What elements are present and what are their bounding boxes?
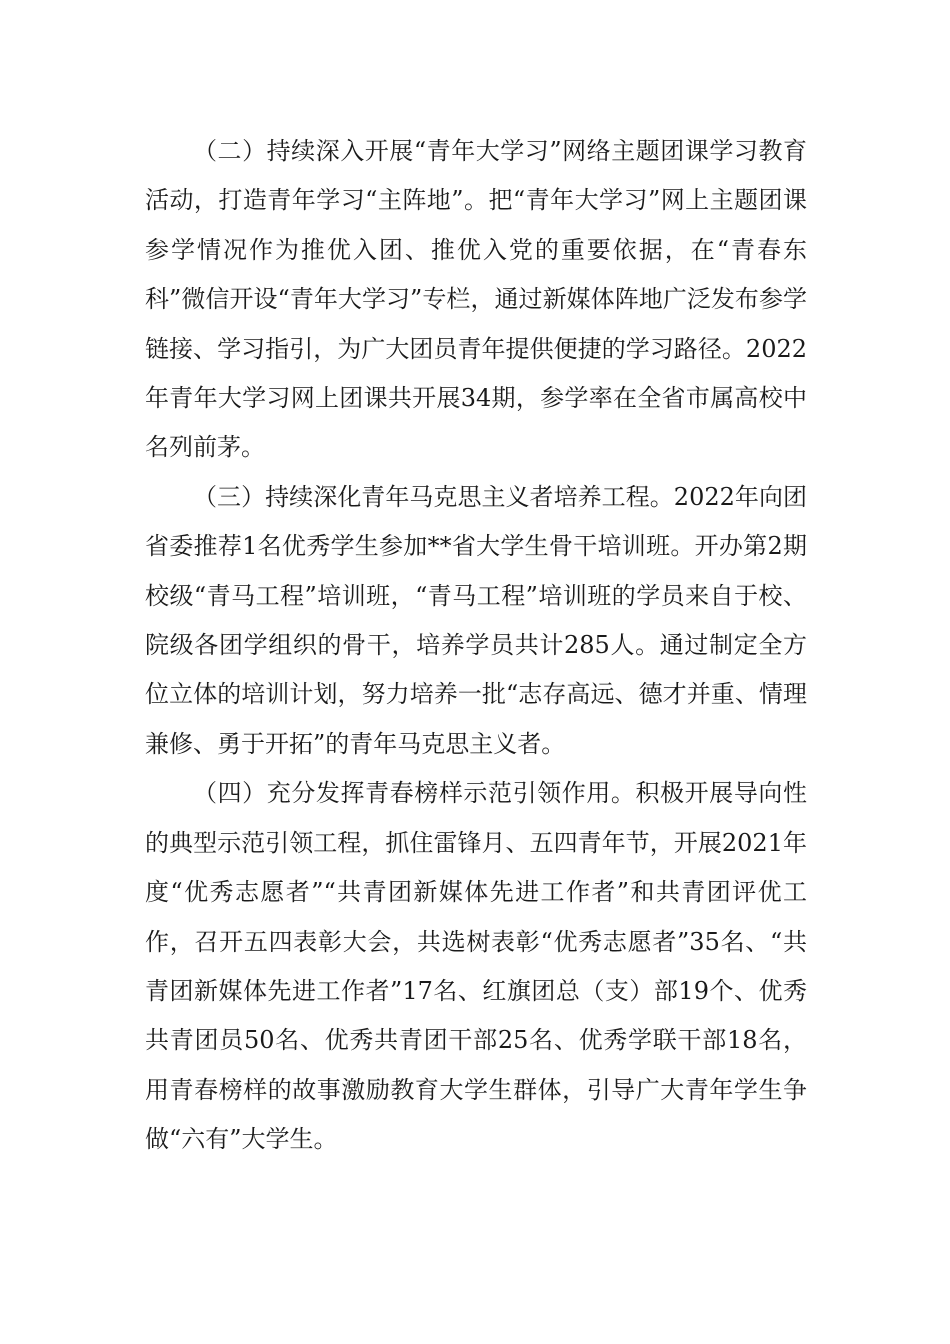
document-body: [145, 127, 807, 1165]
paragraph-youth-role-models: （四）充分发挥青春榜样示范引领作用。积极开展导向性的典型示范引领工程，抓住雷锋月、五四青年节，开展2021年度“优秀志愿者”“共青团新媒体先进工作者”和共青团评优工作，召开五四表彰大会，共选树表彰“优秀志愿者”35名、“共青团新媒体先进工作者”17名、红旗团总（支）部19个、优秀共青团员50名、优秀共青团干部25名、优秀学联干部18名，用青春榜样的故事激励教育大学生群体，引导广大青年学生争做“六有”大学生。: [145, 779, 807, 1154]
paragraph-young-marxist-training: （三）持续深化青年马克思主义者培养工程。2022年向团省委推荐1名优秀学生参加**省大学生骨干培训班。开办第2期校级“青马工程”培训班，“青马工程”培训班的学员来自于校、院级各团学组织的骨干，培养学员共计285人。通过制定全方位立体的培训计划，努力培养一批“志存高远、德才并重、情理兼修、勇于开拓”的青年马克思主义者。: [145, 482, 807, 758]
paragraph-youth-study: （二）持续深入开展“青年大学习”网络主题团课学习教育活动，打造青年学习“主阵地”。把“青年大学习”网上主题团课参学情况作为推优入团、推优入党的重要依据，在“青春东科”微信开设“青年大学习”专栏，通过新媒体阵地广泛发布参学链接、学习指引，为广大团员青年提供便捷的学习路径。2022年青年大学习网上团课共开展34期，参学率在全省市属高校中名列前茅。: [145, 137, 807, 462]
